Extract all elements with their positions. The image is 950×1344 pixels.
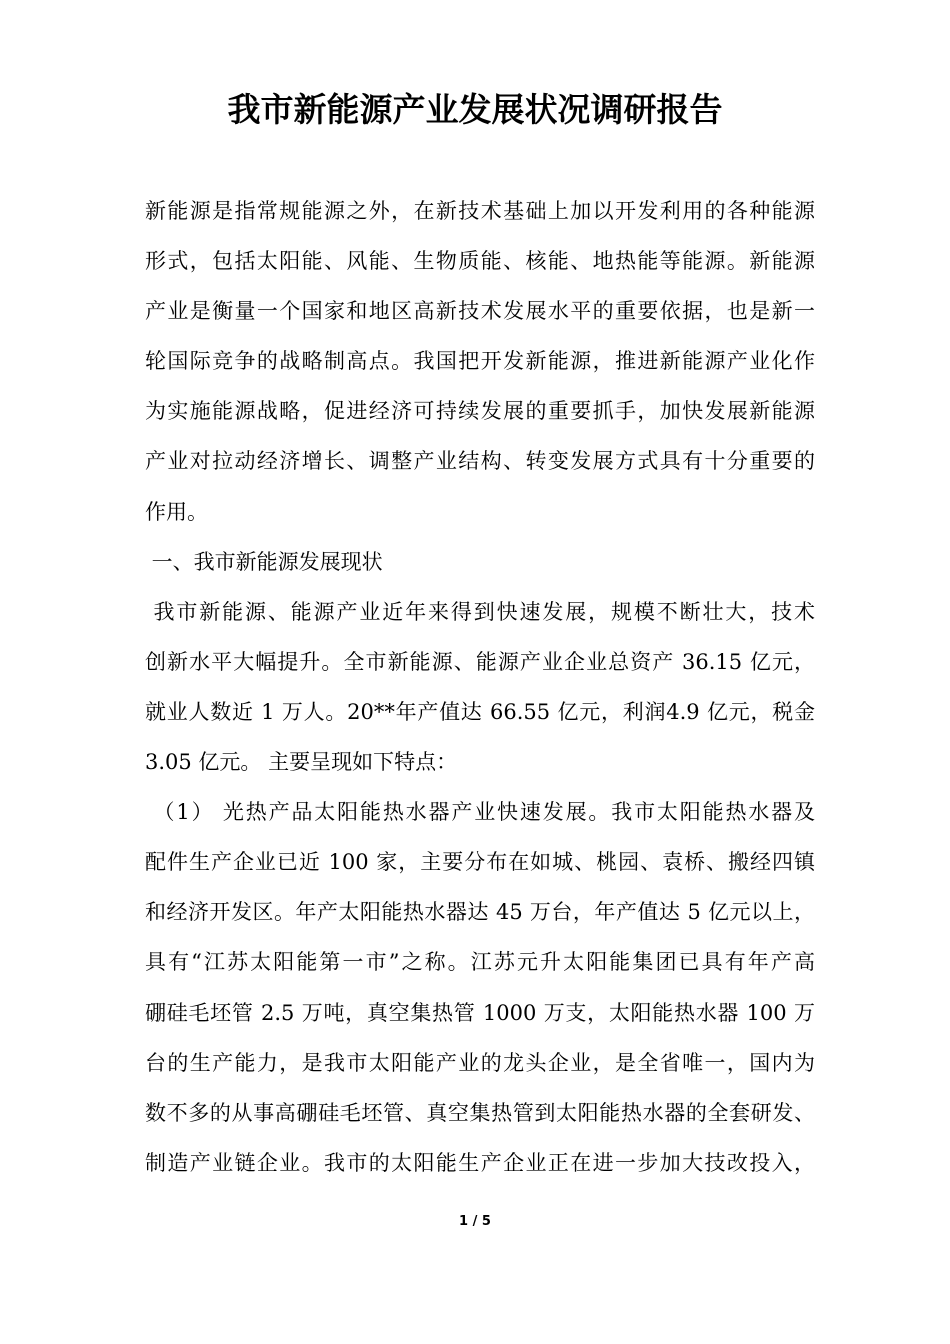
body-line: 产业是衡量一个国家和地区高新技术发展水平的重要依据，也是新一 [145,299,815,324]
document-body [145,186,815,1188]
section-heading: 一、我市新能源发展现状 [145,549,383,574]
body-line: 产业对拉动经济增长、调整产业结构、转变发展方式具有十分重要的 [145,449,815,474]
page-number: 1 / 5 [459,1214,491,1229]
body-line: 我市新能源、能源产业近年来得到快速发展，规模不断壮大，技术 [145,599,815,624]
body-line: 配件生产企业已近 100 家，主要分布在如城、桃园、袁桥、搬经四镇 [145,850,815,875]
body-line: 为实施能源战略，促进经济可持续发展的重要抓手，加快发展新能源 [145,399,815,424]
body-line: 轮国际竞争的战略制高点。我国把开发新能源，推进新能源产业化作 [145,349,815,374]
body-line: 3.05 亿元。 主要呈现如下特点： [145,750,458,775]
body-line: 台的生产能力，是我市太阳能产业的龙头企业，是全省唯一，国内为 [145,1050,815,1075]
body-line: 制造产业链企业。我市的太阳能生产企业正在进一步加大技改投入， [145,1150,815,1175]
body-line: 数不多的从事高硼硅毛坯管、真空集热管到太阳能热水器的全套研发、 [145,1100,815,1125]
body-line: 就业人数近 1 万人。20**年产值达 66.55 亿元，利润4.9 亿元，税金 [145,699,815,724]
body-line: 创新水平大幅提升。全市新能源、能源产业企业总资产 36.15 亿元， [145,649,815,674]
body-line: 硼硅毛坯管 2.5 万吨，真空集热管 1000 万支，太阳能热水器 100 万 [145,1000,815,1025]
body-line: 和经济开发区。年产太阳能热水器达 45 万台，年产值达 5 亿元以上， [145,900,815,925]
subsection-line: （1） 光热产品太阳能热水器产业快速发展。我市太阳能热水器及 [145,800,815,825]
body-line: 新能源是指常规能源之外，在新技术基础上加以开发利用的各种能源 [145,199,815,223]
body-line: 形式，包括太阳能、风能、生物质能、核能、地热能等能源。新能源 [145,249,815,274]
document-title: 我市新能源产业发展状况调研报告 [227,90,723,129]
body-line: 作用。 [145,499,208,524]
body-line: 具有“江苏太阳能第一市”之称。江苏元升太阳能集团已具有年产高 [145,950,815,975]
